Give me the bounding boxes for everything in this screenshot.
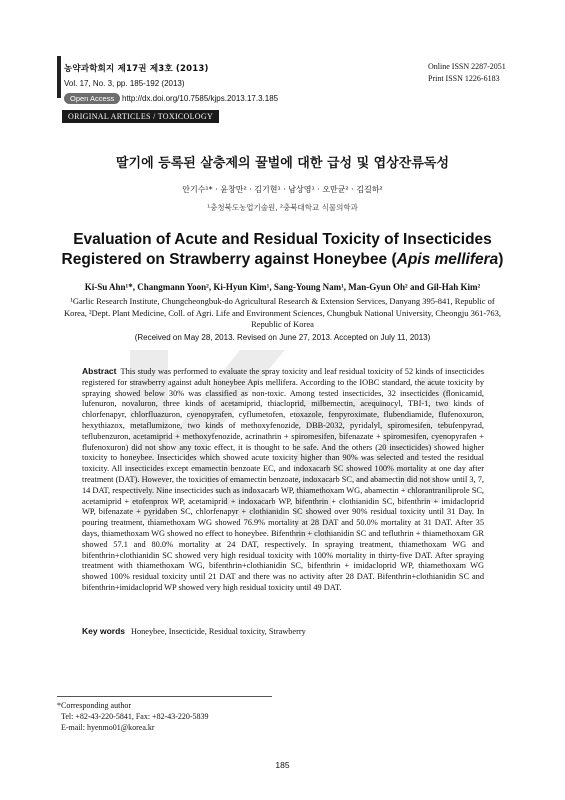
contact-phone: Tel: +82-43-220-5841, Fax: +82-43-220-5839 <box>61 712 209 721</box>
abstract <box>82 366 484 594</box>
keywords <box>82 626 484 636</box>
affiliations-korean: ¹충청북도농업기술원, ²충북대학교 식물의학과 <box>207 203 358 212</box>
volume-info: Vol. 17, No. 3, pp. 185-192 (2013) <box>64 79 185 88</box>
page-number: 185 <box>275 760 290 770</box>
contact-email: E-mail: hyenmo01@korea.kr <box>61 723 155 732</box>
keywords-label: Key words <box>82 626 125 636</box>
section-label: ORIGINAL ARTICLES / TOXICOLOGY <box>62 110 219 123</box>
title-english-text: Evaluation of Acute and Residual Toxicity of Insecticides Registered on Strawberry against Honeybee ( <box>61 231 492 268</box>
authors-english: Ki-Su Ahn¹*, Changmann Yoon², Ki-Hyun Kim¹, Sang-Young Nam¹, Man-Gyun Oh² and Gil-Hah Kim² <box>84 282 481 292</box>
affiliations-english: ¹Garlic Research Institute, Chungcheongbuk-do Agricultural Research & Extension Services, Danyang 395-841, Republic of Korea, ²Dept. Plant Medicine, Coll. of Agri. Life and Environment Sciences, Chungbuk National University, Cheongju 361-763, Republic of Korea <box>63 296 502 329</box>
abstract-label: Abstract <box>82 366 117 376</box>
title-english <box>40 230 525 270</box>
abstract-text: This study was performed to evaluate the spray toxicity and leaf residual toxicity of 52 kinds of insecticides registered for strawberry against adult honeybee Apis mellifera. According to the IOBC standard, the acute toxicity by spraying showed below 30% was classified as non-toxic. Among tested insecticides, 32 insecticides (flonicamid, lufenuron, novaluron, three kinds of acetamiprid, thiacloprid, milbemectin, acequinocyl, TBI-1, two kinds of chlorfenapyr, chlorfluazuron, cyenopyrafen, cyflumetofen, etoxazole, fenpyroximate, flubendiamide, flufenoxuron, hexythiazox, metaflumizone, two kinds of methoxyfenozide, DBB-2032, pyridalyl, spiromesifen, tebufenpyrad, teflubenzuron, acetamiprid + methoxyfenozide, acrinathrin + spiromesifen, bifenazate + spiromesifen, cyenopyrafen + flufenoxuron) did not show any toxic effect, it is thought to be safe. And the others (20 insecticides) showed higher toxicity to honeybee. Insecticides which showed acute toxicity higher than 90% was selected and tested the residual toxicity. All insecticides except emamectin benzoate EC, and indoxacarb SC showed 100% mortality at one day after treatment (DAT). However, the toxicities of emamectin benzoate, indoxacarb SC, and abamectin did not show until 3, 7, 14 DAT, respectively. Nine insecticides such as indoxacarb WP, thiamethoxam WG, abamectin + chlorantraniliprole SC, acetamiprid + etofenprox WP, acetamiprid + indoxacarb WP, bifenthrin + clothianidin SC, bifenthrin + imidacloprid WP, bifenazate + pyridaben SC, chlorfenapyr + clothianidin SC showed over 90% residual toxicity until 31 Day. In pouring treatment, thiamethoxam WG showed 76.9% mortality at 28 DAT and 50.0% mortality at 31 DAT. After 35 days, thiamethoxam WG showed no effect to honeybee. Bifenthrin + clothianidin SC and tefluthrin + thiamethoxam GR showed 57.1 and 80.0% mortality at 24 DAT, respectively. In spraying treatment, thiamethoxam WG and bifenthrin+clothianidin SC showed very high residual toxicity with 100% mortality in thirty-five DAT. After spraying treatment with thiamethoxam WG, bifenthrin+clothianidin SC, bifenthrin + imidacloprid WP, thiamethoxam WG showed 100% residual toxicity until 21 DAT and there was no activity after 28 DAT. Bifenthrin+clothianidin SC and bifenthrin+imidacloprid WP showed very high residual toxicity until 49 DAT. <box>82 367 485 592</box>
received-dates: (Received on May 28, 2013. Revised on June 27, 2013. Accepted on July 11, 2013) <box>134 333 431 342</box>
title-english-close: ) <box>498 251 504 268</box>
authors-korean: 안기수¹* · 윤창만² · 김기현¹ · 남상영¹ · 오만균² · 김길하² <box>182 185 383 194</box>
footnote-rule <box>57 696 272 697</box>
keywords-text: Honeybee, Insecticide, Residual toxicity, Strawberry <box>131 627 306 636</box>
doi-link[interactable]: http://dx.doi.org/10.7585/kjps.2013.17.3.185 <box>122 94 279 103</box>
journal-name-korean: 농약과학회지 제17권 제3호 (2013) <box>64 64 209 74</box>
open-access-badge: Open Access <box>64 93 120 104</box>
title-korean: 딸기에 등록된 살충제의 꿀벌에 대한 급성 및 엽상잔류독성 <box>115 156 450 171</box>
header-accent-bar <box>57 56 61 98</box>
issn-online: Online ISSN 2287-2051 <box>428 62 506 71</box>
title-species: Apis mellifera <box>396 251 499 268</box>
corresponding-author: *Corresponding author <box>57 701 131 710</box>
issn-print: Print ISSN 1226-6183 <box>428 74 500 83</box>
